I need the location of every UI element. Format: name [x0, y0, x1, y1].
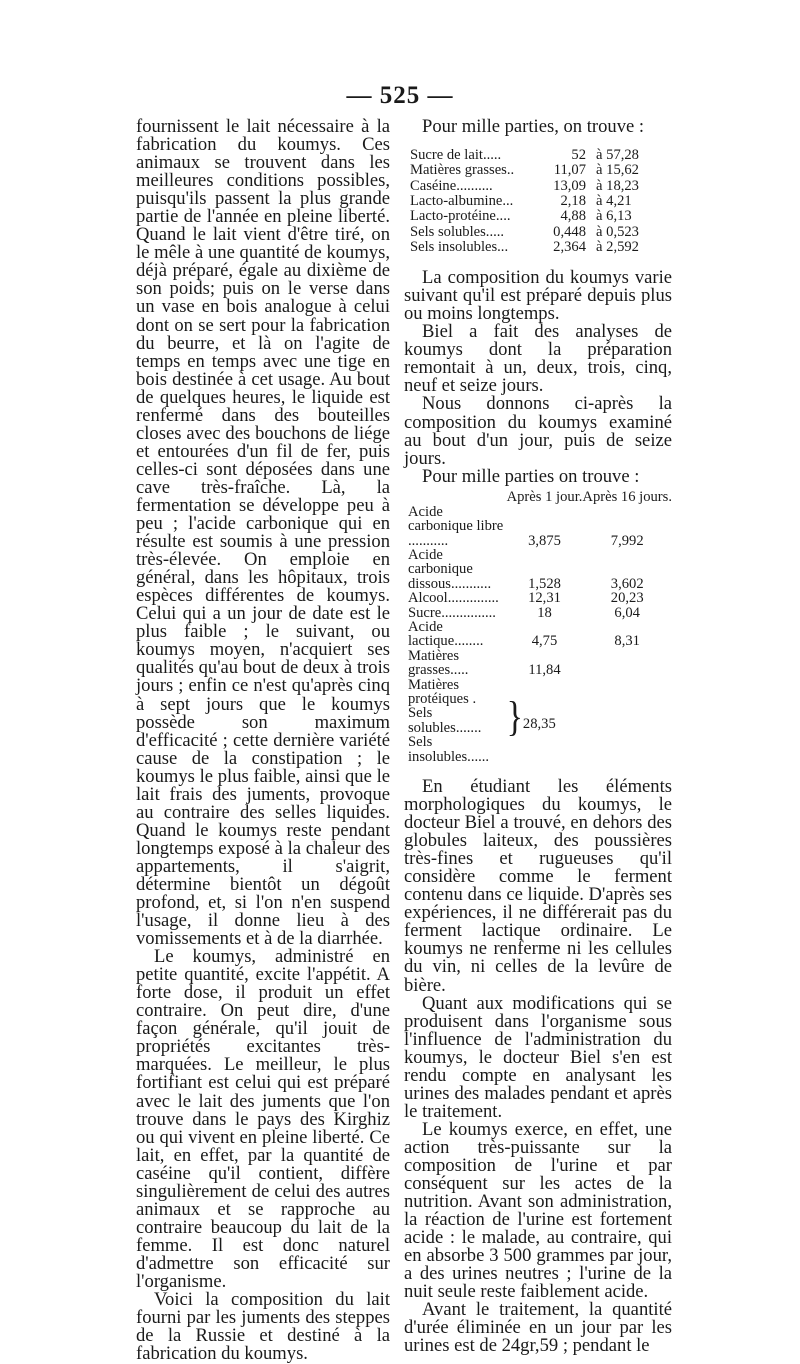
paragraph: fournissent le lait nécessaire à la fabrication du koumys. Ces animaux se trouvent dans les meilleures conditions possibles, puisqu'ils passent la plus grande partie de l'année en pleine liberté. Quand le lait vient d'être tiré, on le mêle à une quantité de koumys, déjà préparé, égale au dixième de son poids; puis on le verse dans un vase en bois analogue à celui dont on se sert pour la fabrication du beurre, et là on l'agite de temps en temps avec une tige en bois destinée à cet usage. Au bout de quelques heures, le liquide est renfermé dans des bouteilles closes avec des bouchons de liége et entourées d'un fil de fer, puis celles-ci sont déposées dans une cave très-fraîche. Là, la fermentation se développe peu à peu ; l'acide carbonique qui en résulte est soumis à une pression très-élevée. On emploie en général, dans les hôpitaux, trois espèces différentes de koumys. Celui qui a un jour de date est le plus faible ; le suivant, ou koumys moyen, n'acquiert ses qualités qu'au bout de deux à trois jours ; enfin ce n'est qu'après cinq à sept jours que le koumys possède son maximum d'efficacité ; cette dernière variété cause de la constipation ; le koumys le plus faible, ainsi que le lait frais des juments, provoque au contraire des selles liquides. Quand le koumys reste pendant longtemps exposé à la chaleur des appartements, il s'aigrit, détermine bientôt un dégoût profond, et, si l'on n'en suspend l'usage, il donne lieu à des vomissements et à de la diarrhée.: [136, 116, 390, 950]
table-row: [404, 548, 672, 591]
column-header: Après 16 jours.: [582, 488, 672, 505]
table-row: [404, 225, 672, 240]
paragraph: Le koumys, administré en petite quantité, excite l'appétit. A forte dose, il produit un effet contraire. On peut dire, d'une façon générale, qu'il jouit de propriétés excitantes très-marquées. Le meilleur, le plus fortifiant est celui qui est préparé avec le lait des juments que l'on trouve dans le pays des Kirghiz ou qui vivent en pleine liberté. Ce lait, en effet, par la quantité de caséine qu'il contient, diffère singulièrement de celui des autres animaux et se rapproche au contraire beaucoup du lait de la femme. Il est donc naturel d'admettre son efficacité sur l'organisme.: [136, 946, 390, 1292]
row-label: Lacto-protéine....: [410, 208, 511, 225]
row-label: Matières grasses.....: [408, 647, 469, 679]
row-label: Sels solubles.....: [410, 223, 505, 240]
range-sep: à: [596, 208, 603, 225]
left-column: [136, 118, 390, 1363]
table-intro: Pour mille parties, on trouve :: [422, 116, 645, 137]
row-label: Acide lactique........: [408, 618, 484, 650]
row-label: Caséine..........: [410, 177, 493, 194]
max-value: 15,62: [606, 162, 639, 179]
value-day16: 6,04: [614, 604, 640, 621]
table-row: [404, 163, 672, 178]
table-row: [404, 649, 672, 678]
value-day1: 18: [537, 604, 552, 621]
row-label: Lacto-albumine...: [410, 192, 514, 209]
min-value: 2,364: [553, 238, 586, 255]
table-row-group: [404, 678, 672, 764]
range-sep: à: [596, 192, 603, 209]
row-label: Acide carbonique libre ...........: [408, 503, 504, 549]
range-sep: à: [596, 147, 603, 164]
row-label: Sels insolubles......: [408, 734, 490, 765]
max-value: 57,28: [606, 147, 639, 164]
min-value: 4,88: [560, 208, 586, 225]
paragraph: Avant le traitement, la quantité d'urée éliminée en un jour par les urines est de 24gr,59 ; pendant le: [404, 1299, 672, 1357]
value-day16: 8,31: [614, 633, 640, 650]
value-day16: 20,23: [610, 590, 644, 607]
row-label: Sucre...............: [408, 604, 496, 621]
row-label: Sucre de lait.....: [410, 147, 502, 164]
paragraph: Pour mille parties on trouve :: [422, 465, 640, 487]
paragraph: Biel a fait des analyses de koumys dont la préparation remontait à un, deux, trois, cinq, neuf et seize jours.: [404, 321, 672, 397]
max-value: 4,21: [606, 192, 632, 209]
paragraph: Voici la composition du lait fourni par les juments des steppes de la Russie et destiné à la fabrication du koumys.: [136, 1289, 390, 1364]
group-value: 28,35: [522, 715, 556, 732]
min-value: 0,448: [553, 223, 586, 240]
value-day16: 3,602: [610, 575, 644, 592]
paragraph: Le koumys exerce, en effet, une action très-puissante sur la composition de l'urine et par conséquent sur les actes de la nutrition. Avant son administration, la réaction de l'urine est fortement acide : le malade, au contraire, qui en absorbe 3 500 grammes par jour, a des urines neutres ; l'urine de la nuit seule reste faiblement acide.: [404, 1118, 672, 1303]
paragraph: Quant aux modifications qui se produisent dans l'organisme sous l'influence de l'administration du koumys, le docteur Biel s'en est rendu compte en analysant les urines des malades pendant et après le traitement.: [404, 992, 672, 1122]
paragraph: En étudiant les éléments morphologiques du koumys, le docteur Biel a trouvé, en dehors des globules laiteux, des poussières très-fines et rugueuses qu'il considère comme le ferment contenu dans ce liquide. D'après ses expériences, il ne différerait pas du ferment lactique ordinaire. Le koumys ne renferme ni les cellules du vin, ni celles de la levûre de bière.: [404, 776, 672, 996]
value-day1: 1,528: [528, 575, 561, 592]
brace-symbol: }: [506, 693, 523, 741]
table-row: [404, 620, 672, 649]
min-value: 13,09: [553, 177, 586, 194]
table-row: [404, 179, 672, 194]
page-number: — 525 —: [346, 82, 454, 109]
min-value: 2,18: [560, 192, 586, 209]
value-day1: 12,31: [528, 590, 561, 607]
max-value: 18,23: [606, 177, 639, 194]
row-label: Sels insolubles...: [410, 238, 509, 255]
range-sep: à: [596, 238, 603, 255]
table-row: [404, 606, 672, 620]
table-row: [404, 240, 672, 255]
max-value: 2,592: [606, 238, 639, 255]
table-row: [404, 505, 672, 548]
paragraph: La composition du koumys varie suivant qu'il est préparé depuis plus ou moins longtemps.: [404, 267, 672, 325]
right-column: [404, 118, 672, 1356]
value-day1: 4,75: [531, 633, 558, 650]
table-row: [404, 209, 672, 224]
range-sep: à: [596, 162, 603, 179]
table-row: [404, 194, 672, 209]
table-header-row: [404, 490, 672, 505]
table-row: [404, 591, 672, 605]
koumys-composition-table: [404, 490, 672, 764]
column-header: Après 1 jour.: [506, 488, 583, 505]
paragraph: Nous donnons ci-après la composition du koumys examiné au bout d'un jour, puis de seize jours.: [404, 393, 672, 469]
min-value: 11,07: [553, 162, 586, 179]
row-label: Acide carbonique dissous...........: [408, 546, 492, 592]
row-label: Matières protéiques .: [408, 676, 477, 707]
milk-composition-table: [404, 148, 672, 255]
max-value: 6,13: [606, 208, 632, 225]
row-label: Alcool..............: [408, 590, 499, 607]
table-row: [404, 148, 672, 163]
row-label: Matières grasses..: [410, 162, 515, 179]
value-day16: 7,992: [610, 532, 644, 549]
min-value: 52: [571, 147, 586, 164]
value-day1: 11,84: [528, 662, 561, 679]
value-day16: [582, 649, 672, 678]
range-sep: à: [596, 177, 603, 194]
max-value: 0,523: [606, 223, 639, 240]
row-label: Sels solubles.......: [408, 705, 482, 736]
value-day1: 3,875: [528, 532, 561, 549]
range-sep: à: [596, 223, 603, 240]
